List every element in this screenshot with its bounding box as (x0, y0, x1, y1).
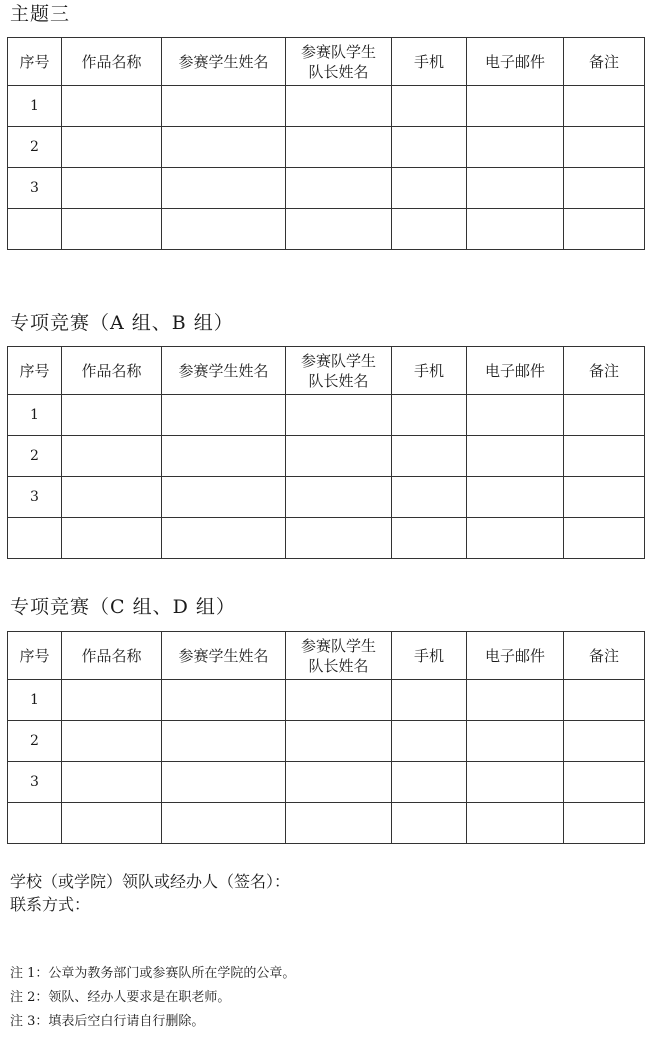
cell-phone[interactable] (392, 518, 467, 559)
row-index: 1 (8, 395, 62, 436)
cell-student-names[interactable] (162, 721, 286, 762)
cell-email[interactable] (467, 436, 564, 477)
row-index: 2 (8, 721, 62, 762)
cell-student-names[interactable] (162, 168, 286, 209)
cell-student-names[interactable] (162, 803, 286, 844)
cell-email[interactable] (467, 721, 564, 762)
header-phone: 手机 (392, 347, 467, 395)
cell-remarks[interactable] (564, 680, 645, 721)
header-index: 序号 (8, 38, 62, 86)
header-captain-name (286, 38, 392, 86)
header-phone: 手机 (392, 38, 467, 86)
header-student-names: 参赛学生姓名 (162, 38, 286, 86)
row-index (8, 518, 62, 559)
registration-table (7, 346, 645, 559)
cell-phone[interactable] (392, 803, 467, 844)
table-row (8, 209, 645, 250)
table-row (8, 518, 645, 559)
table-row (8, 436, 645, 477)
header-email: 电子邮件 (467, 347, 564, 395)
cell-captain-name[interactable] (286, 127, 392, 168)
cell-work-name[interactable] (62, 518, 162, 559)
header-index: 序号 (8, 347, 62, 395)
section-title: 专项竞赛（A 组、B 组） (10, 312, 234, 334)
row-index: 2 (8, 436, 62, 477)
cell-student-names[interactable] (162, 680, 286, 721)
header-remarks: 备注 (564, 38, 645, 86)
section-title: 主题三 (10, 3, 71, 25)
cell-phone[interactable] (392, 209, 467, 250)
cell-remarks[interactable] (564, 803, 645, 844)
cell-captain-name[interactable] (286, 680, 392, 721)
header-remarks: 备注 (564, 632, 645, 680)
cell-captain-name[interactable] (286, 209, 392, 250)
row-index: 1 (8, 680, 62, 721)
cell-work-name[interactable] (62, 395, 162, 436)
cell-work-name[interactable] (62, 803, 162, 844)
cell-student-names[interactable] (162, 127, 286, 168)
cell-work-name[interactable] (62, 127, 162, 168)
note-2: 注 2：领队、经办人要求是在职老师。 (10, 990, 231, 1005)
cell-phone[interactable] (392, 395, 467, 436)
cell-work-name[interactable] (62, 762, 162, 803)
cell-remarks[interactable] (564, 762, 645, 803)
cell-remarks[interactable] (564, 518, 645, 559)
row-index: 1 (8, 86, 62, 127)
cell-captain-name[interactable] (286, 395, 392, 436)
cell-captain-name[interactable] (286, 436, 392, 477)
header-captain-line1: 参赛队学生 (300, 636, 376, 655)
table-row (8, 762, 645, 803)
cell-captain-name[interactable] (286, 477, 392, 518)
cell-student-names[interactable] (162, 436, 286, 477)
table-row (8, 86, 645, 127)
cell-remarks[interactable] (564, 721, 645, 762)
header-remarks: 备注 (564, 347, 645, 395)
header-work-name: 作品名称 (62, 632, 162, 680)
cell-work-name[interactable] (62, 209, 162, 250)
cell-email[interactable] (467, 803, 564, 844)
cell-email[interactable] (467, 518, 564, 559)
row-index (8, 803, 62, 844)
cell-email[interactable] (467, 680, 564, 721)
cell-phone[interactable] (392, 436, 467, 477)
cell-remarks[interactable] (564, 395, 645, 436)
table-header-row (8, 347, 645, 395)
cell-student-names[interactable] (162, 762, 286, 803)
table-row (8, 395, 645, 436)
cell-remarks[interactable] (564, 436, 645, 477)
header-captain-line1: 参赛队学生 (300, 42, 376, 61)
cell-phone[interactable] (392, 680, 467, 721)
table-row (8, 127, 645, 168)
header-captain-line2: 队长姓名 (308, 656, 369, 675)
cell-remarks[interactable] (564, 477, 645, 518)
cell-phone[interactable] (392, 168, 467, 209)
table-row (8, 168, 645, 209)
cell-email[interactable] (467, 395, 564, 436)
cell-student-names[interactable] (162, 477, 286, 518)
cell-captain-name[interactable] (286, 168, 392, 209)
cell-captain-name[interactable] (286, 721, 392, 762)
row-index: 3 (8, 762, 62, 803)
cell-remarks[interactable] (564, 168, 645, 209)
header-captain-name (286, 347, 392, 395)
row-index (8, 209, 62, 250)
cell-student-names[interactable] (162, 395, 286, 436)
table-row (8, 721, 645, 762)
header-email: 电子邮件 (467, 632, 564, 680)
cell-work-name[interactable] (62, 477, 162, 518)
cell-email[interactable] (467, 477, 564, 518)
cell-email[interactable] (467, 127, 564, 168)
cell-phone[interactable] (392, 762, 467, 803)
cell-email[interactable] (467, 168, 564, 209)
note-3: 注 3：填表后空白行请自行删除。 (10, 1014, 205, 1029)
header-captain-line2: 队长姓名 (308, 371, 369, 390)
note-1: 注 1：公章为教务部门或参赛队所在学院的公章。 (10, 966, 296, 981)
header-phone: 手机 (392, 632, 467, 680)
cell-student-names[interactable] (162, 518, 286, 559)
header-student-names: 参赛学生姓名 (162, 632, 286, 680)
cell-remarks[interactable] (564, 86, 645, 127)
cell-phone[interactable] (392, 477, 467, 518)
header-index: 序号 (8, 632, 62, 680)
header-student-names: 参赛学生姓名 (162, 347, 286, 395)
cell-work-name[interactable] (62, 86, 162, 127)
cell-phone[interactable] (392, 721, 467, 762)
header-captain-line2: 队长姓名 (308, 62, 369, 81)
cell-work-name[interactable] (62, 721, 162, 762)
cell-phone[interactable] (392, 127, 467, 168)
cell-work-name[interactable] (62, 680, 162, 721)
cell-captain-name[interactable] (286, 86, 392, 127)
row-index: 3 (8, 168, 62, 209)
registration-table (7, 631, 645, 844)
cell-captain-name[interactable] (286, 518, 392, 559)
header-email: 电子邮件 (467, 38, 564, 86)
cell-phone[interactable] (392, 86, 467, 127)
cell-remarks[interactable] (564, 127, 645, 168)
cell-work-name[interactable] (62, 168, 162, 209)
header-captain-line1: 参赛队学生 (300, 351, 376, 370)
header-work-name: 作品名称 (62, 347, 162, 395)
cell-captain-name[interactable] (286, 803, 392, 844)
cell-student-names[interactable] (162, 86, 286, 127)
table-row (8, 803, 645, 844)
leader-signature-label: 学校（或学院）领队或经办人（签名）： (10, 872, 291, 891)
header-work-name: 作品名称 (62, 38, 162, 86)
header-captain-name (286, 632, 392, 680)
cell-email[interactable] (467, 86, 564, 127)
table-header-row (8, 38, 645, 86)
registration-table (7, 37, 645, 250)
table-row (8, 477, 645, 518)
cell-email[interactable] (467, 209, 564, 250)
cell-captain-name[interactable] (286, 762, 392, 803)
cell-student-names[interactable] (162, 209, 286, 250)
cell-remarks[interactable] (564, 209, 645, 250)
cell-work-name[interactable] (62, 436, 162, 477)
row-index: 3 (8, 477, 62, 518)
row-index: 2 (8, 127, 62, 168)
cell-email[interactable] (467, 762, 564, 803)
table-row (8, 680, 645, 721)
table-header-row (8, 632, 645, 680)
contact-label: 联系方式： (10, 895, 91, 914)
section-title: 专项竞赛（C 组、D 组） (10, 596, 236, 618)
